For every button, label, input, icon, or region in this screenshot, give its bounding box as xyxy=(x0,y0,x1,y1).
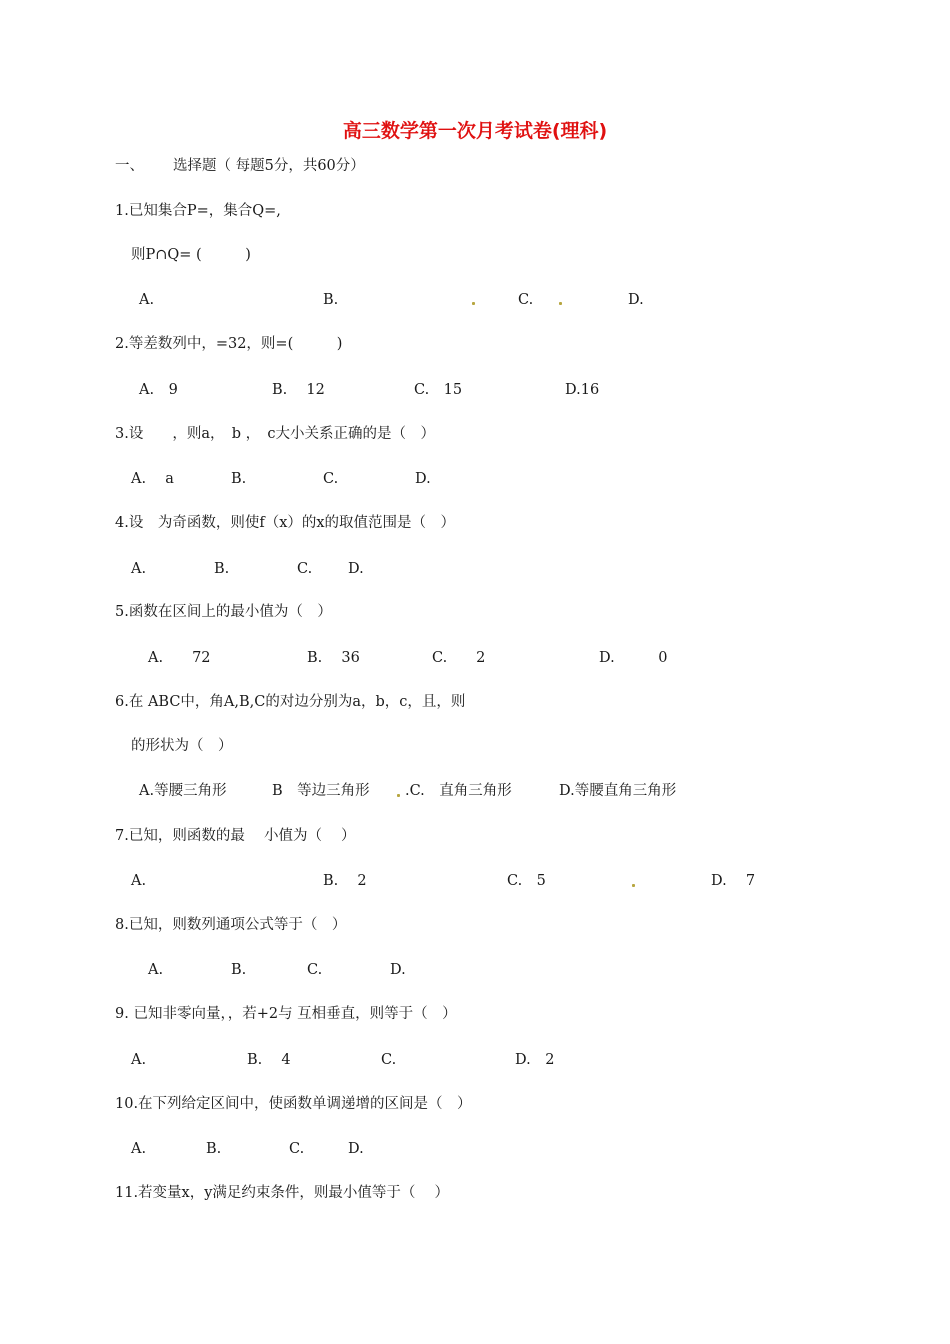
question-10-option-c: C. xyxy=(289,1141,305,1157)
question-4-option-d: D. xyxy=(348,561,364,577)
question-6-option-b: B 等边三角形 xyxy=(272,783,370,799)
scan-mark xyxy=(472,302,475,305)
question-5-option-a: A. 72 xyxy=(148,650,211,666)
question-4-option-b: B. xyxy=(214,561,230,577)
section-heading: 选择题（ 每题5分，共60分） xyxy=(173,158,365,174)
question-2-option-a: A. 9 xyxy=(139,382,178,398)
question-9-option-a: A. xyxy=(131,1052,147,1068)
question-3-option-d: D. xyxy=(415,471,431,487)
scan-mark xyxy=(559,302,562,305)
question-5-option-d: D. 0 xyxy=(599,650,668,666)
section-number: 一、 xyxy=(115,158,144,174)
question-9-option-c: C. xyxy=(381,1052,397,1068)
question-8-option-c: C. xyxy=(307,962,323,978)
question-1-stem: 1.已知集合P=，集合Q=, xyxy=(115,203,281,219)
question-6-stem-cont: 的形状为（ ） xyxy=(131,738,233,754)
question-11-stem: 11.若变量x，y满足约束条件，则最小值等于（ ） xyxy=(115,1185,450,1201)
question-7-option-c: C. 5 xyxy=(507,873,546,889)
question-8-stem: 8.已知，则数列通项公式等于（ ） xyxy=(115,917,347,933)
question-10-option-a: A. xyxy=(131,1141,147,1157)
question-3-option-b: B. xyxy=(231,471,247,487)
question-9-option-d: D. 2 xyxy=(515,1052,555,1068)
question-8-option-b: B. xyxy=(231,962,247,978)
question-1-option-a: A. xyxy=(139,292,155,308)
question-4-stem: 4.设 为奇函数，则使f（x）的x的取值范围是（ ） xyxy=(115,515,456,531)
question-4-option-a: A. xyxy=(131,561,147,577)
question-2-option-c: C. 15 xyxy=(414,382,463,398)
question-5-option-c: C. 2 xyxy=(432,650,486,666)
question-1-option-c: C. xyxy=(518,292,534,308)
question-8-option-a: A. xyxy=(148,962,164,978)
question-3-stem: 3.设 ，则a， b ， c大小关系正确的是（ ） xyxy=(115,426,435,442)
question-9-stem: 9. 已知非零向量，，若+2与 互相垂直，则等于（ ） xyxy=(115,1006,457,1022)
question-5-stem: 5.函数在区间上的最小值为（ ） xyxy=(115,604,332,620)
question-3-option-c: C. xyxy=(323,471,339,487)
question-10-stem: 10.在下列给定区间中，使函数单调递增的区间是（ ） xyxy=(115,1096,472,1112)
question-10-option-b: B. xyxy=(206,1141,222,1157)
question-9-option-b: B. 4 xyxy=(247,1052,291,1068)
question-1-stem-cont: 则P∩Q= ( ) xyxy=(131,247,251,263)
question-6-option-a: A.等腰三角形 xyxy=(139,783,227,799)
page-title: 高三数学第一次月考试卷(理科) xyxy=(342,120,608,142)
question-1-option-b: B. xyxy=(323,292,339,308)
question-8-option-d: D. xyxy=(390,962,406,978)
question-2-option-b: B. 12 xyxy=(272,382,325,398)
question-7-option-d: D. 7 xyxy=(711,873,756,889)
scan-mark xyxy=(397,794,400,797)
question-6-option-c: .C. 直角三角形 xyxy=(405,783,512,799)
question-5-option-b: B. 36 xyxy=(307,650,360,666)
question-6-stem: 6.在 ABC中，角A,B,C的对边分别为a，b，c，且，则 xyxy=(115,694,466,710)
question-7-option-a: A. xyxy=(131,873,147,889)
question-6-option-d: D.等腰直角三角形 xyxy=(559,783,677,799)
question-2-stem: 2.等差数列中，=32，则=( ) xyxy=(115,336,343,352)
scan-mark xyxy=(632,884,635,887)
question-4-option-c: C. xyxy=(297,561,313,577)
question-3-option-a: A. a xyxy=(131,471,174,487)
question-10-option-d: D. xyxy=(348,1141,364,1157)
question-2-option-d: D.16 xyxy=(565,382,600,398)
question-1-option-d: D. xyxy=(628,292,644,308)
question-7-stem: 7.已知，则函数的最 小值为（ ） xyxy=(115,828,356,844)
question-7-option-b: B. 2 xyxy=(323,873,367,889)
